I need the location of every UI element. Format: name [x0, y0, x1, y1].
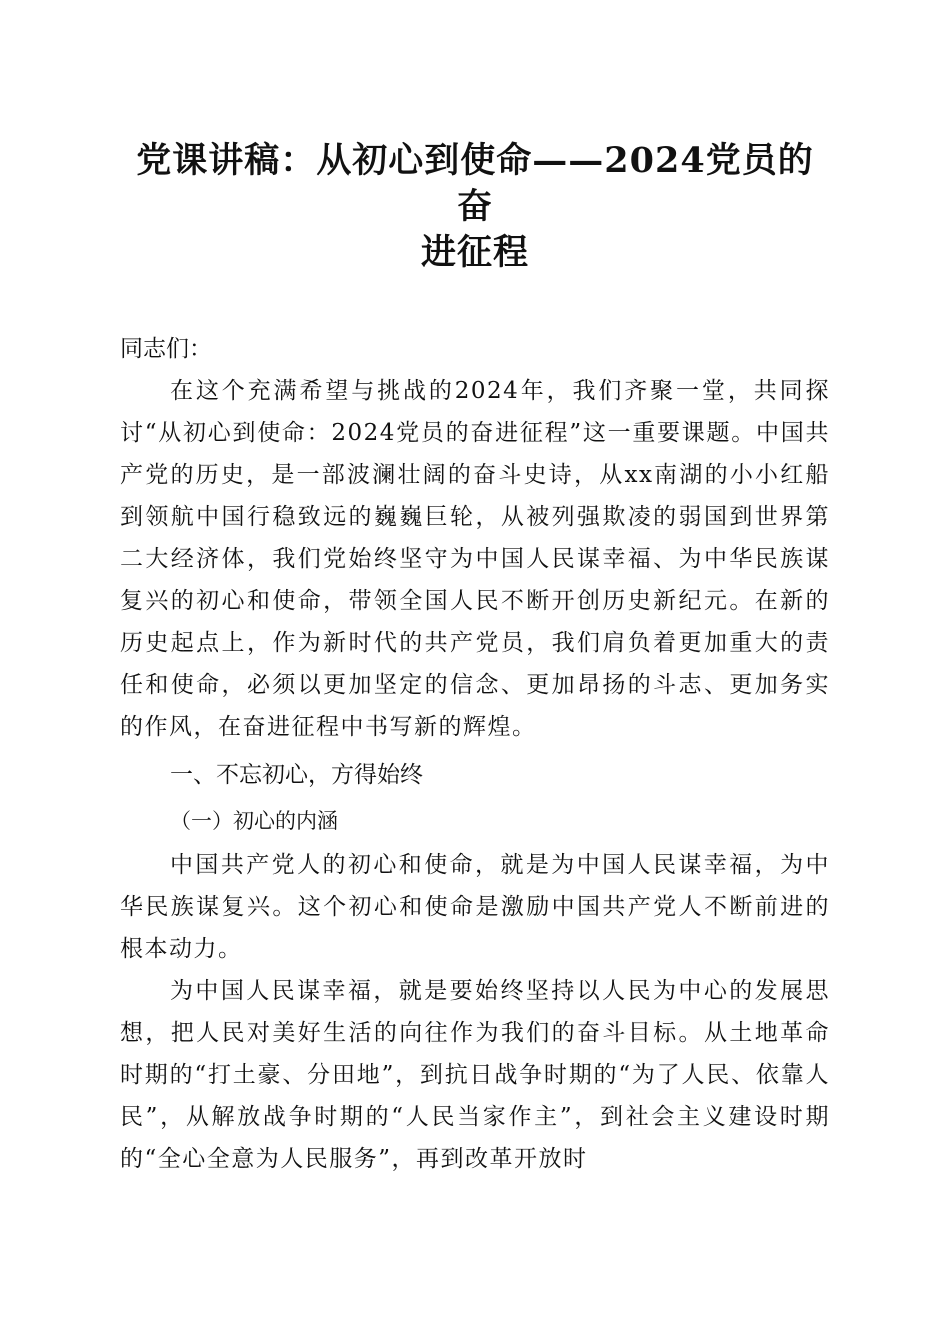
paragraph-3: 为中国人民谋幸福，就是要始终坚持以人民为中心的发展思想，把人民对美好生活的向往作为我们的奋斗目标。从土地革命时期的“打土豪、分田地”，到抗日战争时期的“为了人民、依靠人民”，从解放战争时期的“人民当家作主”，到社会主义建设时期的“全心全意为人民服务”，再到改革开放时 — [120, 978, 830, 1172]
salutation: 同志们： — [120, 336, 212, 362]
title-line-1: 党课讲稿：从初心到使命——2024党员的奋 — [136, 140, 814, 227]
paragraph-2: 中国共产党人的初心和使命，就是为中国人民谋幸福，为中华民族谋复兴。这个初心和使命是激励中国共产党人不断前进的根本动力。 — [120, 852, 830, 962]
title-line-2: 进征程 — [420, 232, 529, 273]
document-title — [120, 138, 830, 276]
section-heading-1: 一、不忘初心，方得始终 — [170, 762, 423, 788]
intro-paragraph: 在这个充满希望与挑战的2024年，我们齐聚一堂，共同探讨“从初心到使命：2024党员的奋进征程”这一重要课题。中国共产党的历史，是一部波澜壮阔的奋斗史诗，从xx南湖的小小红船到领航中国行稳致远的巍巍巨轮，从被列强欺凌的弱国到世界第二大经济体，我们党始终坚守为中国人民谋幸福、为中华民族谋复兴的初心和使命，带领全国人民不断开创历史新纪元。在新的历史起点上，作为新时代的共产党员，我们肩负着更加重大的责任和使命，必须以更加坚定的信念、更加昂扬的斗志、更加务实的作风，在奋进征程中书写新的辉煌。 — [120, 378, 830, 740]
subsection-heading-1: （一）初心的内涵 — [170, 809, 338, 833]
document-page — [120, 0, 830, 1180]
